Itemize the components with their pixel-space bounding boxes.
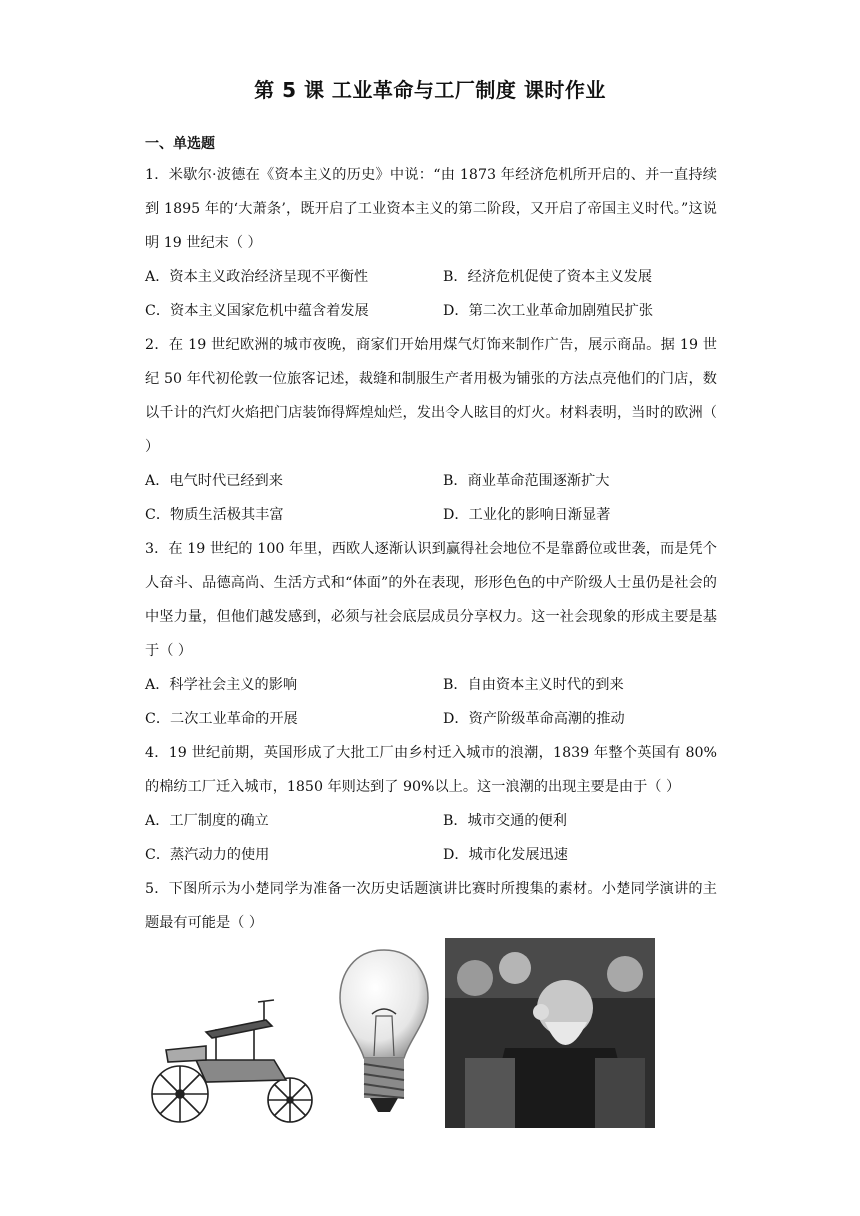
- option-b: B．经济危机促使了资本主义发展: [443, 269, 653, 285]
- option-c: C．二次工业革命的开展: [145, 711, 298, 727]
- option-a: A．资本主义政治经济呈现不平衡性: [145, 269, 369, 285]
- incandescent-light-bulb-image: [336, 946, 432, 1130]
- option-b: B．城市交通的便利: [443, 813, 567, 829]
- question-3: [145, 532, 717, 736]
- option-c: C．蒸汽动力的使用: [145, 847, 270, 863]
- option-c: C．资本主义国家危机中蕴含着发展: [145, 303, 369, 319]
- option-d: D．资产阶级革命高潮的推动: [443, 711, 625, 727]
- option-grid: [145, 464, 717, 532]
- question-list: [145, 158, 717, 940]
- option-d: D．城市化发展迅速: [443, 847, 568, 863]
- question-2: [145, 328, 717, 532]
- page-title: 第 5 课 工业革命与工厂制度 课时作业: [254, 78, 606, 102]
- option-grid: [145, 260, 717, 328]
- question-5-figures: [140, 938, 660, 1130]
- option-b: B．商业革命范围逐渐扩大: [443, 473, 610, 489]
- option-c: C．物质生活极其丰富: [145, 507, 284, 523]
- option-d: D．工业化的影响日渐显著: [443, 507, 611, 523]
- question-1: [145, 158, 717, 328]
- question-4: [145, 736, 717, 872]
- question-5: [145, 872, 717, 940]
- question-stem: 4．19 世纪前期，英国形成了大批工厂由乡村迁入城市的浪潮，1839 年整个英国有 80%的棉纺工厂迁入城市，1850 年则达到了 90%以上。这一浪潮的出现主要是由于（ ）: [145, 745, 717, 795]
- early-automobile-illustration: [146, 990, 324, 1128]
- option-a: A．科学社会主义的影响: [145, 677, 298, 693]
- question-stem: 3．在 19 世纪的 100 年里，西欧人逐渐认识到赢得社会地位不是靠爵位或世袭，而是凭个人奋斗、品德高尚、生活方式和“体面”的外在表现，形形色色的中产阶级人士虽仍是社会的中坚力量，但他们越发感到，必须与社会底层成员分享权力。这一社会现象的形成主要是基于（ ）: [145, 541, 717, 659]
- question-stem: 5．下图所示为小楚同学为准备一次历史话题演讲比赛时所搜集的素材。小楚同学演讲的主题最有可能是（ ）: [145, 881, 717, 931]
- option-grid: [145, 668, 717, 736]
- option-b: B．自由资本主义时代的到来: [443, 677, 624, 693]
- question-stem: 1．米歇尔·波德在《资本主义的历史》中说：“由 1873 年经济危机所开启的、并一直持续到 1895 年的‘大萧条’，既开启了工业资本主义的第二阶段，又开启了帝国主义时代。”这说明 19 世纪末（ ）: [145, 167, 717, 251]
- option-a: A．电气时代已经到来: [145, 473, 283, 489]
- option-d: D．第二次工业革命加剧殖民扩张: [443, 303, 654, 319]
- option-a: A．工厂制度的确立: [145, 813, 269, 829]
- question-stem: 2．在 19 世纪欧洲的城市夜晚，商家们开始用煤气灯饰来制作广告，展示商品。据 19 世纪 50 年代初伦敦一位旅客记述，裁缝和制服生产者用极为铺张的方法点亮他们的门店，数以千计的汽灯火焰把门店装饰得辉煌灿烂，发出令人眩目的灯火。材料表明，当时的欧洲（ ）: [145, 337, 717, 455]
- telephone-demonstration-photo: [445, 938, 655, 1128]
- section-heading: 一、单选题: [145, 136, 215, 152]
- option-grid: [145, 804, 717, 872]
